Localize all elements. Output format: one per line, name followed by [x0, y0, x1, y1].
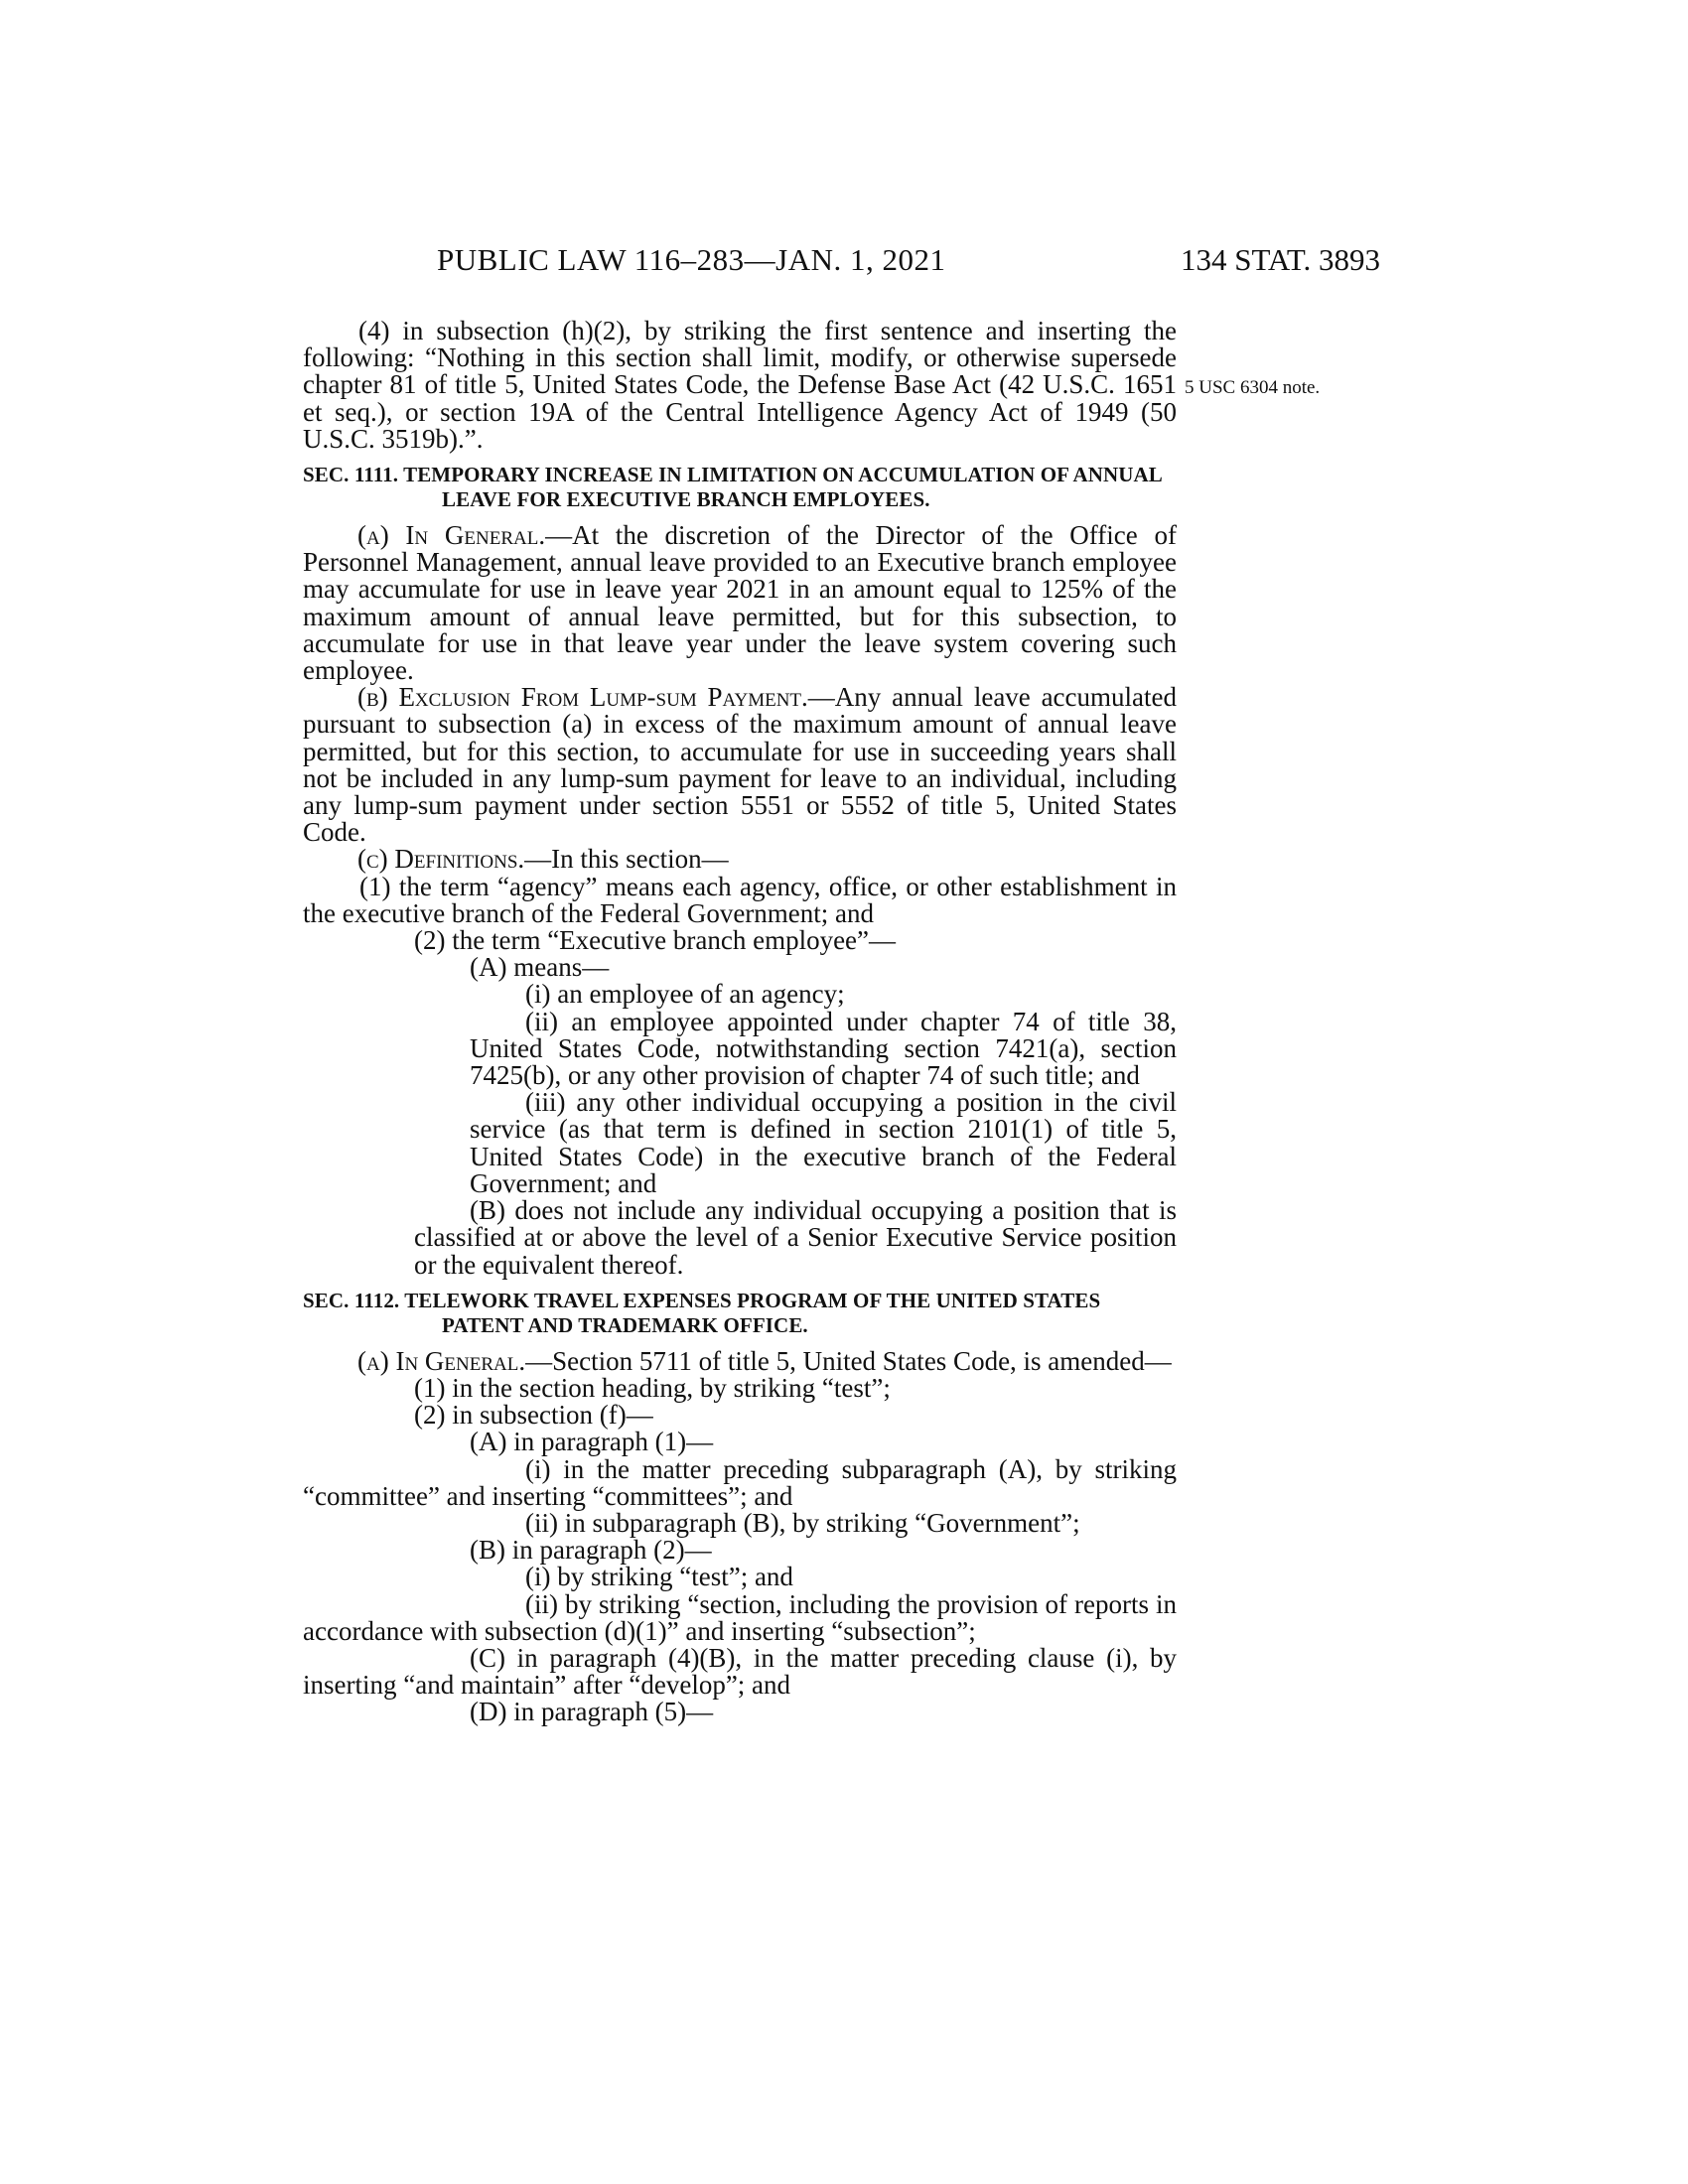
sec1111-a-label: (a) In General.	[357, 520, 546, 551]
sec1111-c-label: (c) Definitions.	[357, 844, 525, 875]
sec1111-c2B: (B) does not include any individual occupying a position that is classified at or above the level of a Senior Executive Service position or the equivalent thereof.	[414, 1195, 1177, 1280]
sec1112-A: (A) in paragraph (1)—	[470, 1427, 714, 1457]
sec1111-c-text: —In this section—	[524, 844, 729, 875]
sec1112-subsection-a	[303, 1345, 1177, 1376]
margin-note: 5 USC 6304 note.	[1185, 377, 1321, 398]
sec1111-subsection-a	[303, 522, 1177, 684]
sec1111-c2A: (A) means—	[470, 952, 610, 983]
sec1112-p1: (1) in the section heading, by striking “test”;	[414, 1372, 891, 1403]
sec1112-a-label: (a) In General.	[357, 1345, 526, 1376]
sec1112-p2: (2) in subsection (f)—	[414, 1400, 653, 1431]
sec1112-Bi: (i) by striking “test”; and	[525, 1562, 793, 1592]
sec1111-c2: (2) the term “Executive branch employee”—	[414, 925, 897, 956]
sec1111-c2Aiii: (iii) any other individual occupying a position in the civil service (as that term is defined in section 2101(1) of title 5, United States Code) in the executive branch of the Federal Government; and	[470, 1087, 1177, 1198]
sec1112-C: (C) in paragraph (4)(B), in the matter preceding clause (i), by inserting “and maintain” after “develop”; and	[303, 1642, 1177, 1701]
sec1112-D: (D) in paragraph (5)—	[470, 1697, 714, 1727]
sec1111-subsection-c	[303, 846, 1177, 873]
section-1111-heading: SEC. 1111. TEMPORARY INCREASE IN LIMITATION ON ACCUMULATION OF ANNUAL LEAVE FOR EXECUTIVE BRANCH EMPLOYEES.	[303, 463, 1162, 512]
sec1111-c1: (1) the term “agency” means each agency, office, or other establishment in the executive branch of the Federal Government; and	[303, 871, 1177, 928]
document-body	[303, 318, 1177, 1726]
sec1111-c2Aii: (ii) an employee appointed under chapter 74 of title 38, United States Code, notwithstanding section 7421(a), section 7425(b), or any other provision of chapter 74 of such title; and	[470, 1006, 1177, 1091]
section-1112-heading: SEC. 1112. TELEWORK TRAVEL EXPENSES PROGRAM OF THE UNITED STATES PATENT AND TRADEMARK OFFICE.	[303, 1288, 1101, 1337]
sec1112-B: (B) in paragraph (2)—	[470, 1535, 712, 1566]
sec1111-b-text: —Any annual leave accumulated pursuant to subsection (a) in excess of the maximum amount of annual leave permitted, but for this section, to accumulate for use in succeeding years shall not be included in any lump-sum payment for leave to an individual, including any lump-sum payment under section 5551 or 5552 of title 5, United States Code.	[303, 682, 1177, 848]
running-head-title: PUBLIC LAW 116–283—JAN. 1, 2021	[437, 242, 946, 277]
paragraph-4: (4) in subsection (h)(2), by striking the first sentence and inserting the following: “Nothing in this section shall limit, modify, or otherwise supersede chapter 81 of title 5, United States Code, the Defense Base Act (42 U.S.C. 1651 et seq.), or section 19A of the Central Intelligence Agency Act of 1949 (50 U.S.C. 3519b).”.	[303, 316, 1177, 454]
sec1112-Bii: (ii) by striking “section, including the provision of reports in accordance with subsection (d)(1)” and inserting “subsection”;	[303, 1588, 1177, 1646]
sec1112-a-text: —Section 5711 of title 5, United States Code, is amended—	[525, 1345, 1172, 1376]
sec1111-c2Ai: (i) an employee of an agency;	[525, 979, 845, 1010]
sec1111-b-label: (b) Exclusion From Lump-sum Payment.	[357, 682, 808, 713]
statute-page-number: 134 STAT. 3893	[1180, 242, 1380, 277]
page-header	[298, 242, 1380, 286]
sec1112-Ai: (i) in the matter preceding subparagraph (A), by striking “committee” and inserting “committees”; and	[303, 1453, 1177, 1511]
sec1111-a-text: —At the discretion of the Director of the Office of Personnel Management, annual leave provided to an Executive branch employee may accumulate for use in leave year 2021 in an amount equal to 125% of the maximum amount of annual leave permitted, but for this subsection, to accumulate for use in that leave year under the leave system covering such employee.	[303, 520, 1177, 686]
sec1111-subsection-b	[303, 684, 1177, 846]
sec1112-Aii: (ii) in subparagraph (B), by striking “Government”;	[525, 1507, 1080, 1538]
